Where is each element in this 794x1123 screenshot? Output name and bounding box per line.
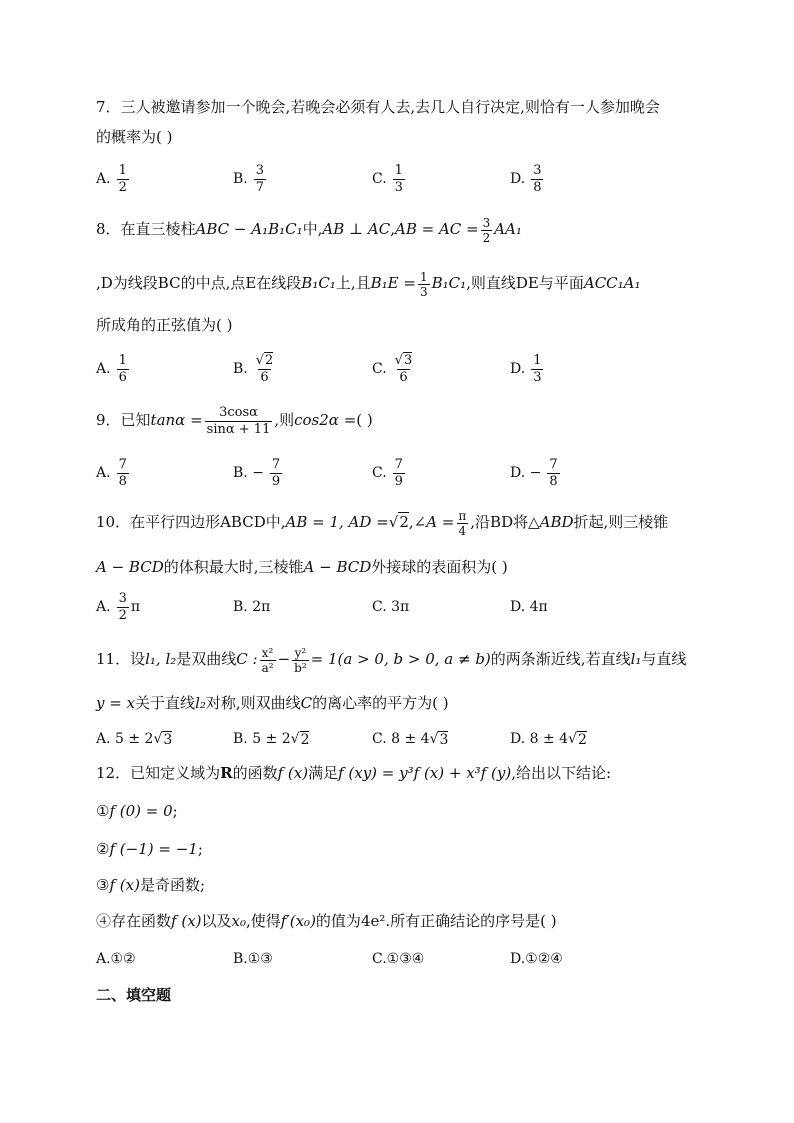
q12-option-a: A.①② (96, 951, 136, 967)
q12-line1: 12．已知定义域为R的函数f (x)满足f (xy) = y³f (x) + x³f (y),给出以下结论: (96, 764, 612, 782)
q7-option-c: C. $\frac{1}{3}$ (372, 162, 403, 195)
q8-options (96, 348, 656, 390)
q10-line2: A − BCD的体积最大时,三棱锥A − BCD外接球的表面积为( ) (96, 558, 508, 576)
q11-line2: y = x关于直线l₂对称,则双曲线C的离心率的平方为( ) (96, 694, 449, 712)
q10-options (96, 586, 656, 628)
q12-options (96, 946, 656, 972)
q12-option-d: D.①②④ (510, 951, 563, 967)
q8-option-a: A. $\frac{1}{6}$ (96, 352, 127, 385)
q12-conclusion-2: ②f (−1) = −1; (96, 840, 203, 858)
q8-option-d: D. $\frac{1}{3}$ (510, 352, 542, 385)
q10-option-c: C. 3π (372, 599, 410, 615)
q7-option-b: B. $\frac{3}{7}$ (233, 162, 265, 195)
q7-option-a: A. $\frac{1}{2}$ (96, 162, 127, 195)
q11-options (96, 724, 656, 754)
q9-line: 9．已知tanα = $\frac{3\cos\alpha}{\sin\alpha + 11}$ ,则cos2α =( ) (96, 404, 373, 437)
q11-option-c: C. 8 ± 4 √ 3 (372, 731, 449, 748)
q10-option-b: B. 2π (233, 599, 271, 615)
q12-conclusion-4: ④存在函数f (x)以及x₀,使得f′(x₀)的值为4e².所有正确结论的序号是( ) (96, 912, 557, 930)
q12-conclusion-3: ③f (x)是奇函数; (96, 876, 205, 894)
q8-option-c: C. $\frac{√3}{6}$ (372, 352, 413, 385)
q9-options (96, 452, 656, 494)
q11-option-b: B. 5 ± 2 √ 2 (233, 731, 310, 748)
q7-line1: 7．三人被邀请参加一个晚会,若晚会必须有人去,去几人自行决定,则恰有一人参加晚会 (96, 98, 660, 116)
q7-line2: 的概率为( ) (96, 128, 173, 146)
q8-option-b: B. $\frac{√2}{6}$ (233, 352, 274, 385)
q8-line2: ,D为线段BC的中点,点E在线段B₁C₁上,且B₁E = $\frac{1}{3}$ B₁C₁,则直线DE与平面ACC₁A₁ (96, 269, 641, 299)
q10-option-d: D. 4π (510, 599, 548, 615)
q10-option-a: A. $\frac{3}{2}$ π (96, 590, 141, 623)
q12-option-b: B.①③ (233, 951, 273, 967)
q9-option-b: B. − $\frac{7}{9}$ (233, 456, 281, 489)
q8-line3: 所成角的正弦值为( ) (96, 316, 233, 334)
q12-option-c: C.①③④ (372, 951, 425, 967)
q9-option-a: A. $\frac{7}{8}$ (96, 456, 127, 489)
q7-option-d: D. $\frac{3}{8}$ (510, 162, 542, 195)
q10-line1: 10．在平行四边形ABCD中,AB = 1, AD =√2,∠A = $\frac{\pi}{4}$ ,沿BD将△ABD折起,则三棱锥 (96, 508, 669, 538)
q8-line1: 8．在直三棱柱ABC − A₁B₁C₁中,AB ⊥ AC,AB = AC = $\frac{3}{2}$ AA₁ (96, 215, 522, 245)
q7-options (96, 158, 656, 200)
q9-option-d: D. − $\frac{7}{8}$ (510, 456, 558, 489)
section-heading: 二、填空题 (96, 986, 172, 1004)
q11-option-d: D. 8 ± 4 √ 2 (510, 731, 587, 748)
q12-conclusion-1: ①f (0) = 0; (96, 802, 178, 820)
q9-option-c: C. $\frac{7}{9}$ (372, 456, 403, 489)
q11-option-a: A. 5 ± 2 √ 3 (96, 731, 173, 748)
q11-line1: 11．设l₁, l₂是双曲线C : $\frac{\text{x²}}{\text{a²}}$ − $\frac{\text{y²}}{\text{b²}}$ = 1(a > 0, b > 0, a ≠ b)的两条渐近线,若直线l₁与直线 (96, 645, 687, 675)
